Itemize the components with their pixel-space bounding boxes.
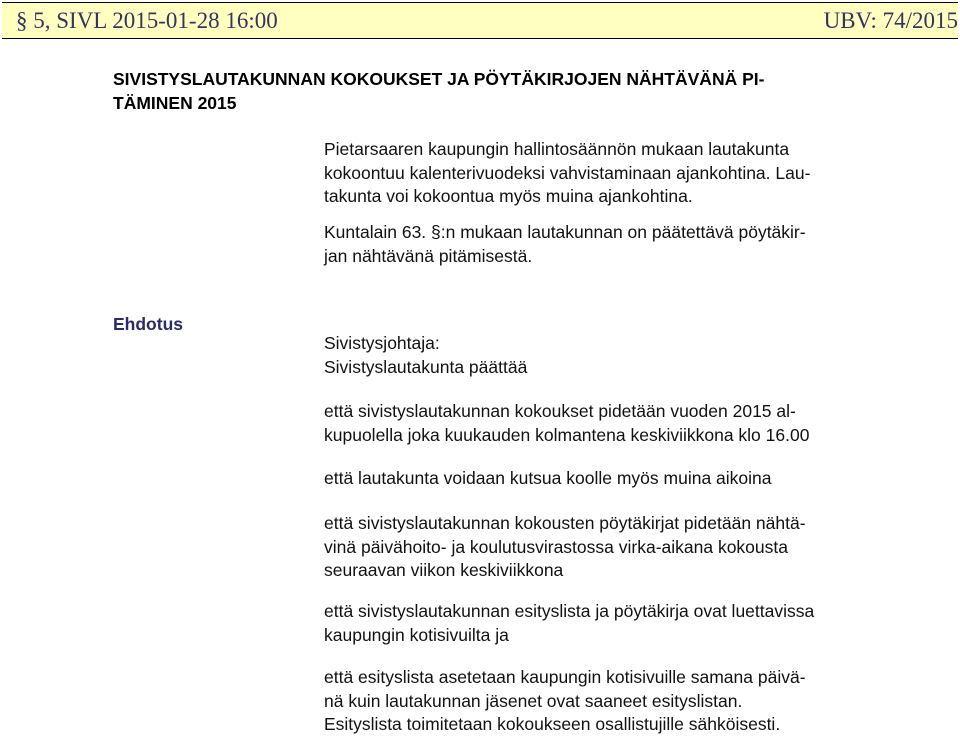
decision-item (324, 666, 806, 737)
decision-item (324, 600, 814, 647)
text-line: kaupungin kotisivuilta ja (324, 624, 509, 645)
text-line: että esityslista asetetaan kaupungin kotisivuille samana päivä- (324, 667, 806, 687)
proposal-author: Sivistysjohtaja: (324, 333, 440, 353)
text-line: nä kuin lautakunnan jäsenet ovat saaneet esityslistan. (324, 690, 743, 711)
section-title-line: TÄMINEN 2015 (113, 93, 237, 113)
section-title (113, 67, 853, 115)
decision-intro: Sivistyslautakunta päättää (324, 356, 528, 377)
text-line: että sivistyslautakunnan esityslista ja pöytäkirja ovat luettavissa (324, 601, 815, 621)
document-header-bar (2, 2, 958, 39)
decision-item (324, 512, 806, 583)
decision-item (324, 400, 809, 447)
text-line: Pietarsaaren kaupungin hallintosäännön mukaan lautakunta (324, 139, 790, 159)
text-line: Kuntalain 63. §:n mukaan lautakunnan on päätettävä pöytäkir- (324, 222, 806, 242)
proposal-author-block (324, 332, 527, 379)
text-line: kokoontuu kalenterivuodeksi vahvistaminaan ajankohtina. Lau- (324, 162, 811, 183)
text-line: että sivistyslautakunnan kokoukset pidetään vuoden 2015 al- (324, 401, 796, 421)
proposal-label: Ehdotus (113, 314, 183, 334)
text-line: että sivistyslautakunnan kokousten pöytäkirjat pidetään nähtä- (324, 513, 806, 533)
intro-paragraph (324, 138, 810, 209)
text-line: takunta voi kokoontua myös muina ajankohtina. (324, 186, 693, 206)
document-number: UBV: 74/2015 (823, 8, 958, 33)
text-line: vinä päivähoito- ja koulutusvirastossa virka-aikana kokousta (324, 536, 788, 557)
section-reference: § 5, SIVL 2015-01-28 16:00 (16, 8, 278, 33)
text-line: Esityslista toimitetaan kokoukseen osallistujille sähköisesti. (324, 714, 781, 734)
section-title-line: SIVISTYSLAUTAKUNNAN KOKOUKSET JA PÖYTÄKIRJOJEN NÄHTÄVÄNÄ PI- (113, 69, 765, 89)
text-line: kupuolella joka kuukauden kolmantena keskiviikkona klo 16.00 (324, 424, 810, 445)
text-line: jan nähtävänä pitämisestä. (324, 245, 533, 266)
text-line: että lautakunta voidaan kutsua koolle myös muina aikoina (324, 468, 772, 488)
text-line: seuraavan viikon keskiviikkona (324, 560, 564, 580)
decision-item (324, 467, 772, 491)
legal-basis-paragraph (324, 221, 806, 268)
